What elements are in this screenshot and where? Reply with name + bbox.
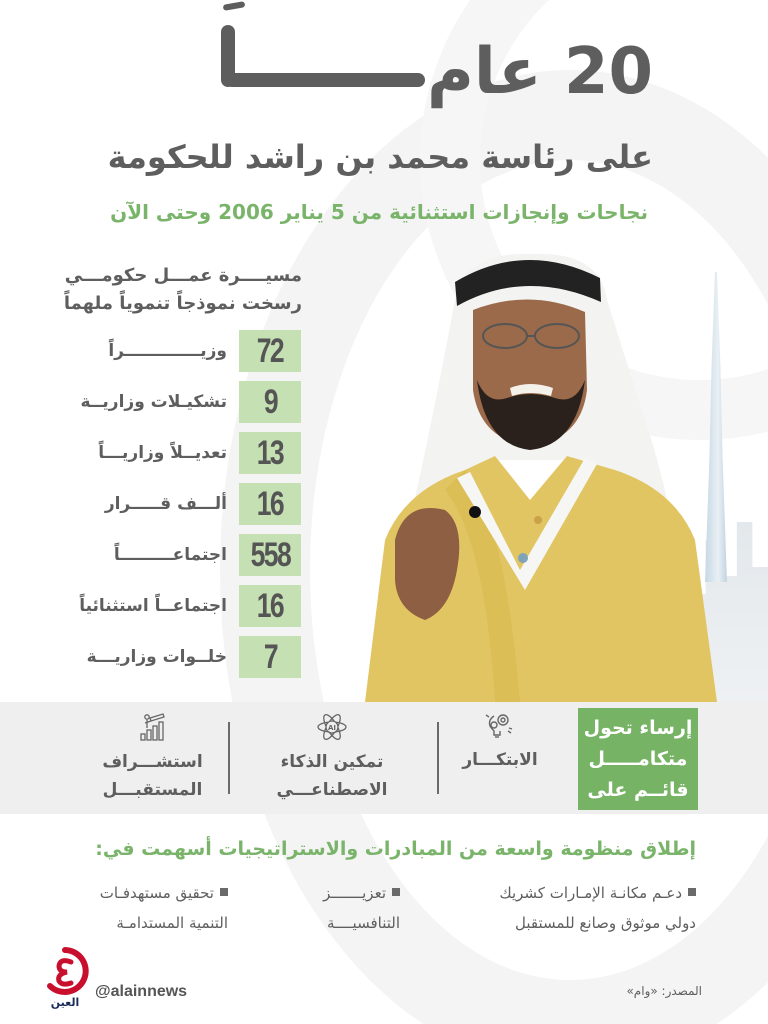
ai-atom-icon [316, 712, 348, 742]
pillars-heading-line3: قائــم على [587, 778, 689, 801]
stat-row [60, 381, 300, 423]
main-title [223, 35, 653, 109]
stat-value: 16 [256, 484, 284, 523]
stat-value: 7 [263, 637, 277, 676]
pillar-foresight-line1: استشـــراف [102, 752, 203, 772]
stats-intro-line2: رسخت نموذجاً تنموياً ملهماً [63, 293, 302, 314]
tagline: نجاحات وإنجازات استثنائية من 5 يناير 2006 وحتى الآن [110, 200, 648, 224]
title-word: عام [427, 35, 542, 109]
initiative-line2: التنمية المستدامـة [116, 914, 228, 932]
title-kashida-stroke [225, 73, 425, 87]
stat-value: 558 [250, 535, 290, 574]
stat-label: اجتماعــاً استثنائياً [79, 596, 227, 616]
stat-value-box [239, 585, 301, 627]
stat-label: خلــوات وزاريـــة [86, 647, 227, 667]
stat-value-box [239, 381, 301, 423]
initiative-item [499, 878, 696, 938]
stat-label: اجتماعـــــــــاً [113, 545, 227, 565]
social-handle[interactable]: @alainnews [95, 983, 188, 1000]
stats-intro [62, 262, 302, 318]
stat-value-box [239, 330, 301, 372]
initiative-line2: دولي موثوق وصانع للمستقبل [515, 914, 696, 932]
source-credit: المصدر: «وام» [626, 984, 702, 998]
bullet-square-icon [688, 888, 696, 896]
title-number: 20 [563, 35, 653, 109]
initiative-item [323, 878, 400, 938]
portrait-illustration [345, 240, 725, 702]
alain-logo-icon [40, 946, 90, 1012]
initiative-item [100, 878, 228, 938]
stat-value: 16 [256, 586, 284, 625]
pillars-heading-line2: متكامـــــل [588, 747, 688, 770]
stat-label: تشكيـلات وزاريــة [80, 392, 227, 412]
stat-value-box [239, 534, 301, 576]
portrait-photo [345, 240, 725, 702]
stat-value-box [239, 483, 301, 525]
stat-label: ألـــف قـــــرار [104, 494, 227, 514]
initiative-line1: تحقيق مستهدفـات [99, 884, 214, 902]
bullet-square-icon [220, 888, 228, 896]
pillar-divider [437, 722, 439, 794]
bullet-square-icon [392, 888, 400, 896]
initiative-line1: تعزيـــــــز [323, 884, 386, 902]
stat-label: وزيـــــــــــــراً [108, 341, 227, 361]
pillar-innovation [455, 710, 545, 774]
stat-row [60, 636, 300, 678]
stat-row [60, 534, 300, 576]
stat-label: تعديــلاً وزاريـــاً [98, 443, 227, 463]
stat-value: 72 [256, 331, 284, 370]
svg-text:العين: العين [50, 996, 80, 1009]
initiative-line1: دعـم مكانـة الإمـارات كشريك [499, 884, 682, 902]
subtitle: على رئاسة محمد بن راشد للحكومة [107, 138, 653, 176]
stat-value-box [239, 636, 301, 678]
stat-value: 9 [263, 382, 277, 421]
pillar-ai-line2: الاصطناعـــي [276, 780, 388, 800]
stat-value: 13 [256, 433, 284, 472]
pillar-foresight [90, 712, 215, 804]
stat-row [60, 585, 300, 627]
pillar-ai [262, 712, 402, 804]
stat-value-box [239, 432, 301, 474]
telescope-growth-icon [137, 712, 169, 742]
lightbulb-gears-icon [484, 710, 516, 740]
pillars-heading-box [578, 708, 698, 810]
stat-row [60, 483, 300, 525]
pillar-ai-line1: تمكين الذكاء [280, 752, 384, 772]
pillar-foresight-line2: المستقبـــل [102, 780, 203, 800]
stat-row [60, 330, 300, 372]
pillars-heading-line1: إرساء تحول [583, 716, 693, 739]
initiative-line2: التنافسيــــة [326, 914, 400, 932]
pillar-innovation-label: الابتكـــار [462, 750, 538, 770]
initiatives-title: إطلاق منظومة واسعة من المبادرات والاستراتيجيات أسهمت في: [95, 838, 696, 860]
stats-intro-line1: مسيــــرة عمـــل حكومـــي [64, 265, 302, 286]
alain-logo[interactable] [40, 946, 90, 1012]
stat-row [60, 432, 300, 474]
pillar-divider [228, 722, 230, 794]
svg-text:AI: AI [327, 724, 337, 732]
